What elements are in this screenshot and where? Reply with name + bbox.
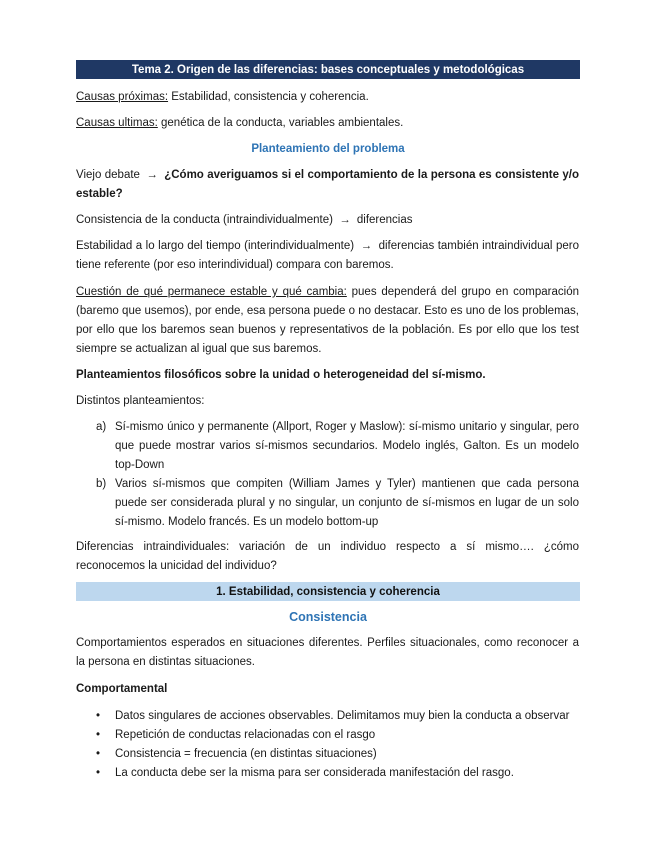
causas-proximas-line xyxy=(76,88,579,107)
causas-proximas-label: Causas próximas: xyxy=(76,91,169,103)
section-title: 1. Estabilidad, consistencia y coherencia xyxy=(216,585,440,598)
list-item: Sí-mismo único y permanente (Allport, Roger y Maslow): sí-mismo unitario y singular, pero que puede mostrar varios sí-mismos secundarios. Modelo inglés, Galton. Es un modelo top-Down xyxy=(115,421,579,471)
estabilidad-text: Estabilidad a lo largo del tiempo (interindividualmente) xyxy=(76,240,355,252)
viejo-debate-question: ¿Cómo averiguamos si el comportamiento de la persona es consistente y/o estable? xyxy=(76,169,579,200)
list-item: La conducta debe ser la misma para ser considerada manifestación del rasgo. xyxy=(115,767,514,779)
comportamientos-paragraph: Comportamientos esperados en situaciones diferentes. Perfiles situacionales, como reconocer a la persona en distintas situaciones. xyxy=(76,637,579,668)
title-text: Tema 2. Origen de las diferencias: bases conceptuales y metodológicas xyxy=(131,63,525,76)
planteamiento-heading: Planteamiento del problema xyxy=(251,143,405,155)
right-arrow-icon: → xyxy=(360,240,373,252)
cuestion-text: pues dependerá del grupo en comparación (baremo que usemos), por ende, esa persona puede o no destacar. Esto es uno de los problemas, por ello que los baremos sean buenos y representativos de la población. Es por ello que los test siempre se actualizan al igual que sus baremos. xyxy=(76,286,579,355)
causas-proximas-text: Estabilidad, consistencia y coherencia. xyxy=(168,91,369,103)
list-item: Varios sí-mismos que compiten (William James y Tyler) mantienen que cada persona puede ser considerada plural y no singular, un conjunto de sí-mismos en lugar de un solo sí-mismo. Modelo francés. Es un modelo bottom-up xyxy=(115,478,579,528)
list-item-label: a) xyxy=(96,421,107,433)
consistencia-conducta-line xyxy=(76,211,579,230)
list-item: Repetición de conductas relacionadas con el rasgo xyxy=(115,729,376,741)
section-bar xyxy=(76,582,580,601)
estabilidad-after: diferencias también intraindividual pero tiene referente (por eso interindividual) compara con baremos. xyxy=(76,240,579,271)
right-arrow-icon: → xyxy=(146,169,158,181)
causas-ultimas-text: genética de la conducta, variables ambientales. xyxy=(157,117,404,129)
bullet-icon: • xyxy=(96,767,101,779)
list-item-label: b) xyxy=(96,478,107,490)
bullet-icon: • xyxy=(96,748,101,760)
bullet-icon: • xyxy=(96,710,101,722)
list-item: Consistencia = frecuencia (en distintas situaciones) xyxy=(115,748,377,760)
estabilidad-paragraph xyxy=(76,237,579,275)
planteamientos-filosoficos: Planteamientos filosóficos sobre la unidad o heterogeneidad del sí-mismo. xyxy=(76,369,486,381)
title-bar xyxy=(76,60,580,79)
cuestion-label: Cuestión de qué permanece estable y qué cambia: xyxy=(76,286,347,298)
consistencia-heading: Consistencia xyxy=(289,610,367,624)
consistencia-conducta-after: diferencias xyxy=(356,214,413,226)
comportamental-heading: Comportamental xyxy=(76,683,168,695)
causas-ultimas-line xyxy=(76,114,579,133)
diferencias-intra-paragraph: Diferencias intraindividuales: variación de un individuo respecto a sí mismo…. ¿cómo reconocemos la unicidad del individuo? xyxy=(76,541,579,572)
consistencia-conducta-text: Consistencia de la conducta (intraindividualmente) xyxy=(76,214,333,226)
viejo-debate-text: Viejo debate xyxy=(76,169,140,181)
causas-ultimas-label: Causas ultimas: xyxy=(76,117,158,129)
distintos-planteamientos: Distintos planteamientos: xyxy=(76,395,205,407)
cuestion-paragraph xyxy=(76,283,579,359)
list-item: Datos singulares de acciones observables. Delimitamos muy bien la conducta a observar xyxy=(115,710,570,722)
viejo-debate-paragraph xyxy=(76,166,579,204)
bullet-icon: • xyxy=(96,729,101,741)
right-arrow-icon: → xyxy=(339,214,351,226)
